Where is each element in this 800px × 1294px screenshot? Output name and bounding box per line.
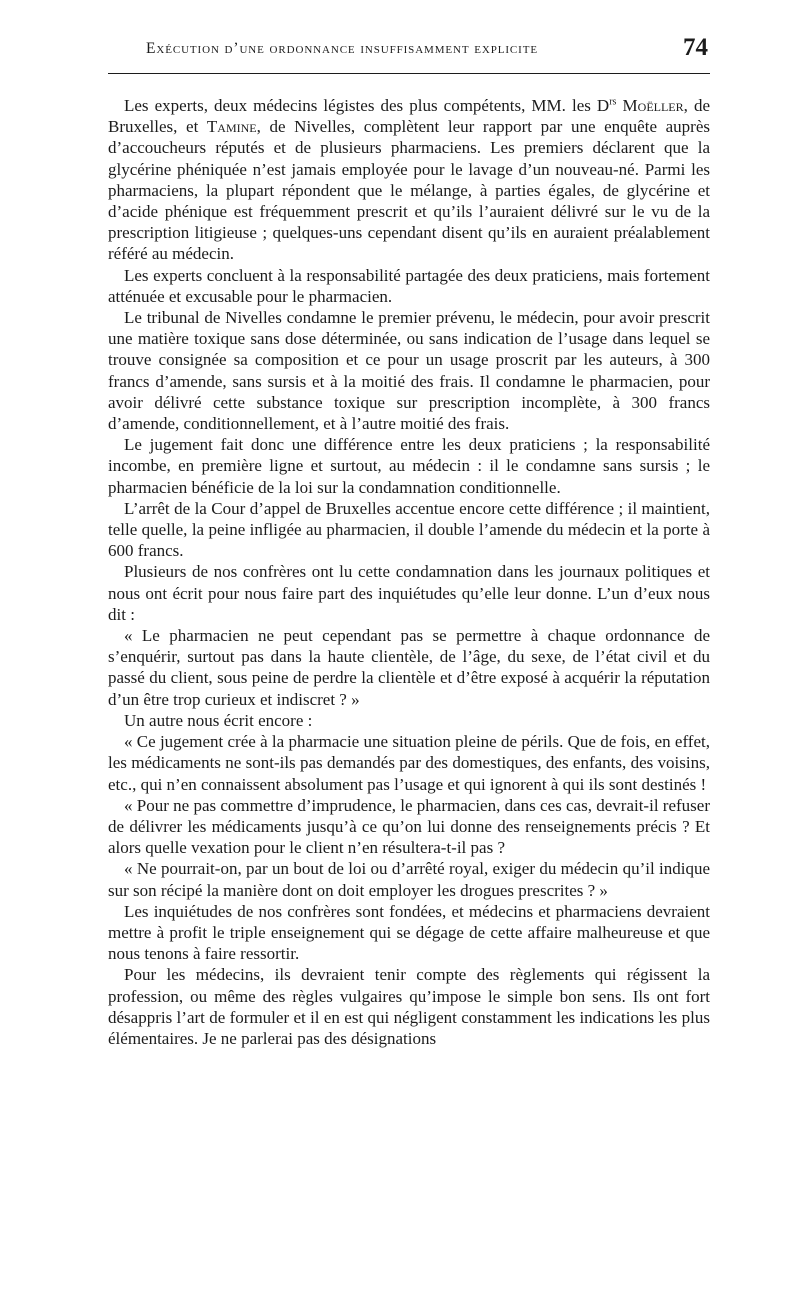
paragraph-2: Les experts concluent à la responsabilité partagée des deux praticiens, mais fortement atténuée et excusable pour le pharmacien.: [108, 265, 710, 306]
paragraph-5: L’arrêt de la Cour d’appel de Bruxelles accentue encore cette différence ; il maintient, telle quelle, la peine infligée au pharmacien, il double l’amende du médecin et la porte à 600 francs.: [108, 498, 710, 561]
paragraph-1-text-b: , de Bruxelles, et: [108, 96, 711, 137]
quote-paragraph-1: « Le pharmacien ne peut cependant pas se permettre à chaque ordonnance de s’enquérir, surtout pas dans la haute clientèle, de l’âge, du sexe, de l’état civil et du passé du client, sous peine de perdre la clientèle et d’être exposé à acquérir la réputation d’un être trop curieux et indiscret ? »: [108, 626, 710, 709]
paragraph-9: Pour les médecins, ils devraient tenir compte des règlements qui régissent la profession, ou même des règles vulgaires qu’impose le simple bon sens. Ils ont fort désappris l’art de formuler et il en est qui négligent constamment les indications les plus élémentaires. Je ne parlerai pas des désignations: [108, 965, 710, 1048]
quote-paragraph-3: « Pour ne pas commettre d’imprudence, le pharmacien, dans ces cas, devrait-il refuser de délivrer les médicaments jusqu’à ce qu’on lui donne des renseignements précis ? Et alors quelle vexation pour le client n’en résultera-t-il pas ?: [108, 795, 710, 858]
paragraph-6: Plusieurs de nos confrères ont lu cette condamnation dans les journaux politiques et nous ont écrit pour nous faire part des inquiétudes qu’elle leur donne. L’un d’eux nous dit :: [108, 562, 710, 624]
header-rule: [108, 73, 710, 74]
paragraph-8: Les inquiétudes de nos confrères sont fondées, et médecins et pharmaciens devraient mettre à profit le triple enseignement qui se dégage de cette affaire malheureuse et que nous tenons à faire ressortir.: [108, 901, 710, 964]
running-title: Exécution d’une ordonnance insuffisamment explicite: [146, 40, 538, 57]
paragraph-1-text-c: , de Nivelles, complètent leur rapport par une enquête auprès d’accoucheurs réputés et de plusieurs pharmaciens. Les premiers déclarent que la glycérine phéniquée n’est jamais employée pour le lavage d’un nouveau-né. Parmi les pharmaciens, la plupart répondent que le mélange, à parties égales, de glycérine et d’acide phénique est fréquemment prescrit et qu’ils l’auraient délivré sur le vu de la prescription litigieuse ; quelques-uns cependant disent qu’ils en auraient préalablement référé au médecin.: [108, 117, 710, 264]
quote-paragraph-4: « Ne pourrait-on, par un bout de loi ou d’arrêté royal, exiger du médecin qu’il indique sur son récipé la manière dont on doit employer les drogues prescrites ? »: [108, 859, 710, 900]
paragraph-7: Un autre nous écrit encore :: [124, 710, 313, 730]
body-text: [108, 95, 710, 1049]
name-tamine: Tamine: [206, 117, 257, 137]
name-moeller: Moëller: [622, 96, 684, 115]
paragraph-4: Le jugement fait donc une différence entre les deux praticiens ; la responsabilité incombe, en première ligne et surtout, au médecin : il le condamne sans sursis ; le pharmacien bénéficie de la loi sur la condamnation conditionnelle.: [108, 435, 710, 497]
paragraph-3: Le tribunal de Nivelles condamne le premier prévenu, le médecin, pour avoir prescrit une matière toxique sans dose déterminée, ou sans indication de l’usage dans lequel se trouve consignée sa composition et ce pour un usage proscrit par les auteurs, à 300 francs d’amende, sans sursis et à la moitié des frais. Il condamne le pharmacien, pour avoir délivré cette substance toxique sur prescription incomplète, à 300 francs d’amende, conditionnellement, et à l’autre moitié des frais.: [108, 308, 710, 434]
quote-paragraph-2: « Ce jugement crée à la pharmacie une situation pleine de périls. Que de fois, en effet, les médicaments ne sont-ils pas demandés par des domestiques, des enfants, des voisins, etc., qui n’en connaissent absolument pas l’usage et qui ignorent à qui ils sont destinés !: [108, 732, 710, 794]
doctors-abbrev-superscript: rs: [609, 96, 617, 108]
running-head: [108, 36, 710, 70]
paragraph-1: [108, 95, 710, 265]
page-number: 74: [683, 34, 708, 61]
paragraph-1-text-a: Les experts, deux médecins légistes des plus compétents, MM. les D: [124, 96, 610, 115]
